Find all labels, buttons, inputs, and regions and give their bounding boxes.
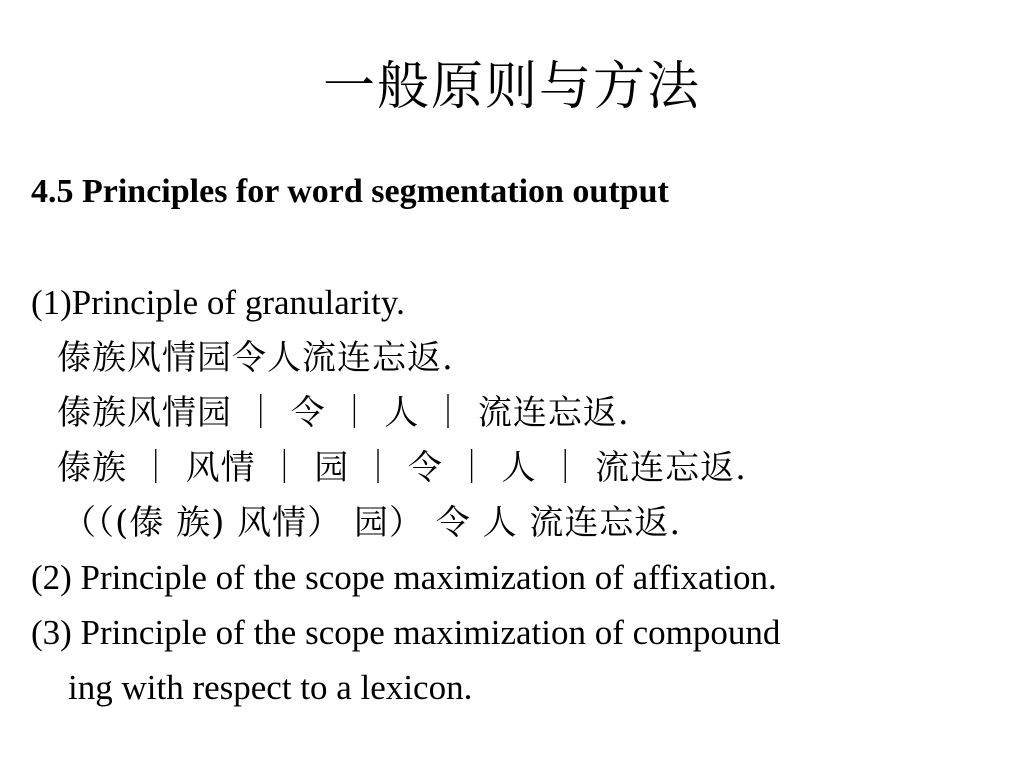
principle-compounding: (3) Principle of the scope maximization of compound <box>31 613 781 652</box>
segmentation-example-unsegmented: 傣族风情园令人流连忘返. <box>57 338 454 378</box>
segmentation-example-bracketed: （（(傣 族) 风情） 园） 令 人 流连忘返. <box>62 503 682 543</box>
segmentation-example-fine: 傣族 ｜ 风情 ｜ 园 ｜ 令 ｜ 人 ｜ 流连忘返. <box>57 448 747 488</box>
segmentation-example-coarse: 傣族风情园 ｜ 令 ｜ 人 ｜ 流连忘返. <box>57 393 630 433</box>
section-heading: 4.5 Principles for word segmentation output <box>31 173 669 210</box>
principle-compounding-continuation: ing with respect to a lexicon. <box>68 668 473 707</box>
slide-title: 一般原则与方法 <box>322 57 701 117</box>
principle-granularity: (1)Principle of granularity. <box>31 283 405 322</box>
principle-affixation: (2) Principle of the scope maximization of affixation. <box>31 558 777 597</box>
